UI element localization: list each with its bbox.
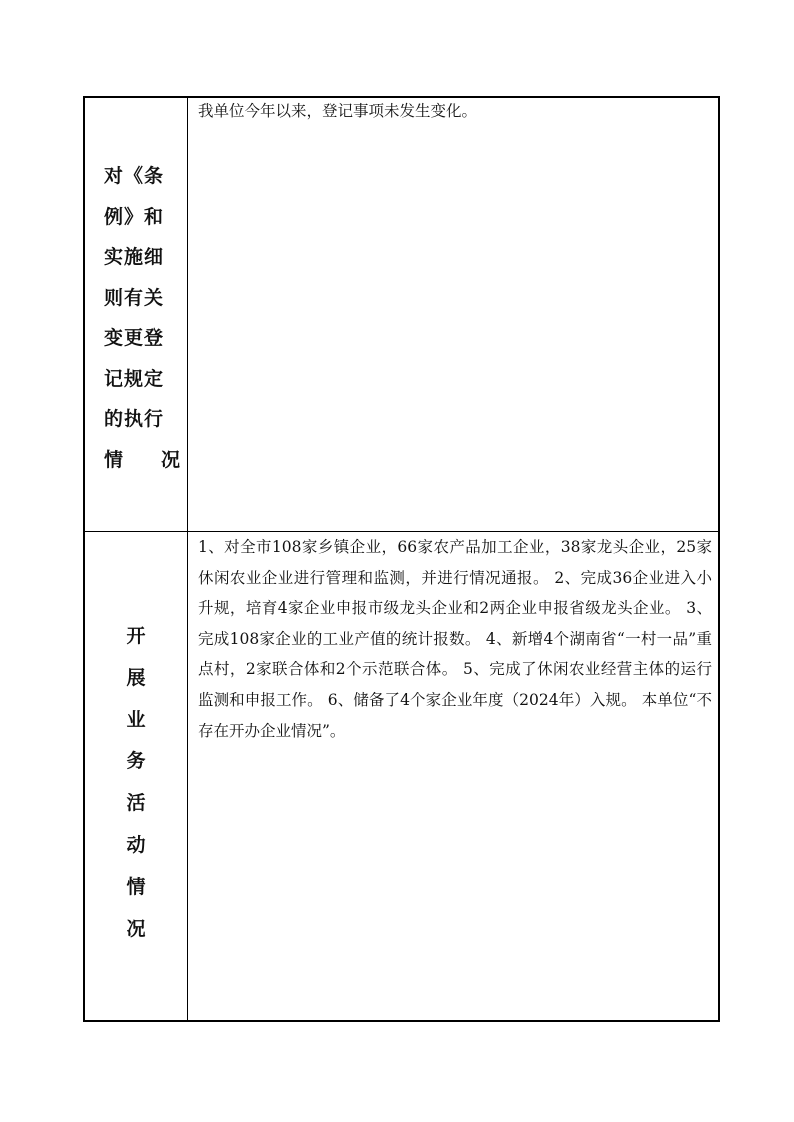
label-line: 则有关: [104, 286, 165, 309]
label-line: 变更登: [104, 327, 165, 349]
label-line: 例》和: [104, 205, 165, 228]
label-char: 展: [126, 666, 146, 689]
label-char: 情: [126, 875, 146, 898]
label-char: 情: [104, 448, 124, 471]
report-form-table: [83, 96, 720, 1022]
registration-change-row: [85, 98, 718, 532]
registration-change-content: 我单位今年以来，登记事项未发生变化。: [198, 102, 478, 120]
label-char: 活: [126, 792, 146, 815]
business-activities-label: [85, 616, 187, 950]
label-char: 开: [126, 625, 146, 647]
registration-change-label: [85, 156, 187, 480]
business-activities-label-cell: [85, 532, 188, 1020]
label-line: 记规定: [104, 367, 165, 390]
registration-change-label-cell: [85, 98, 188, 531]
label-char: 业: [126, 708, 146, 731]
business-activities-content-cell: [188, 532, 718, 1020]
label-line: 对《条: [104, 165, 165, 187]
registration-change-content-cell: [188, 98, 718, 531]
label-char: 况: [126, 917, 146, 940]
label-line: 实施细: [104, 246, 165, 268]
business-activities-row: [85, 532, 718, 1020]
label-line: [85, 440, 187, 481]
label-char: 况: [161, 448, 181, 471]
business-activities-content: 1、对全市108家乡镇企业，66家农产品加工企业，38家龙头企业，25家休闲农业企业进行管理和监测，并进行情况通报。 2、完成36企业进入小升规，培育4家企业申报市级龙头企业和2两企业申报省级龙头企业。 3、完成108家企业的工业产值的统计报数。 4、新增4个湖南省“一村一品”重点村，2家联合体和2个示范联合体。 5、完成了休闲农业经营主体的运行监测和申报工作。 6、储备了4个家企业年度（2024年）入规。 本单位“不存在开办企业情况”。: [198, 538, 712, 740]
label-line: 的执行: [104, 408, 165, 430]
label-char: 动: [126, 833, 146, 856]
label-char: 务: [126, 750, 146, 773]
